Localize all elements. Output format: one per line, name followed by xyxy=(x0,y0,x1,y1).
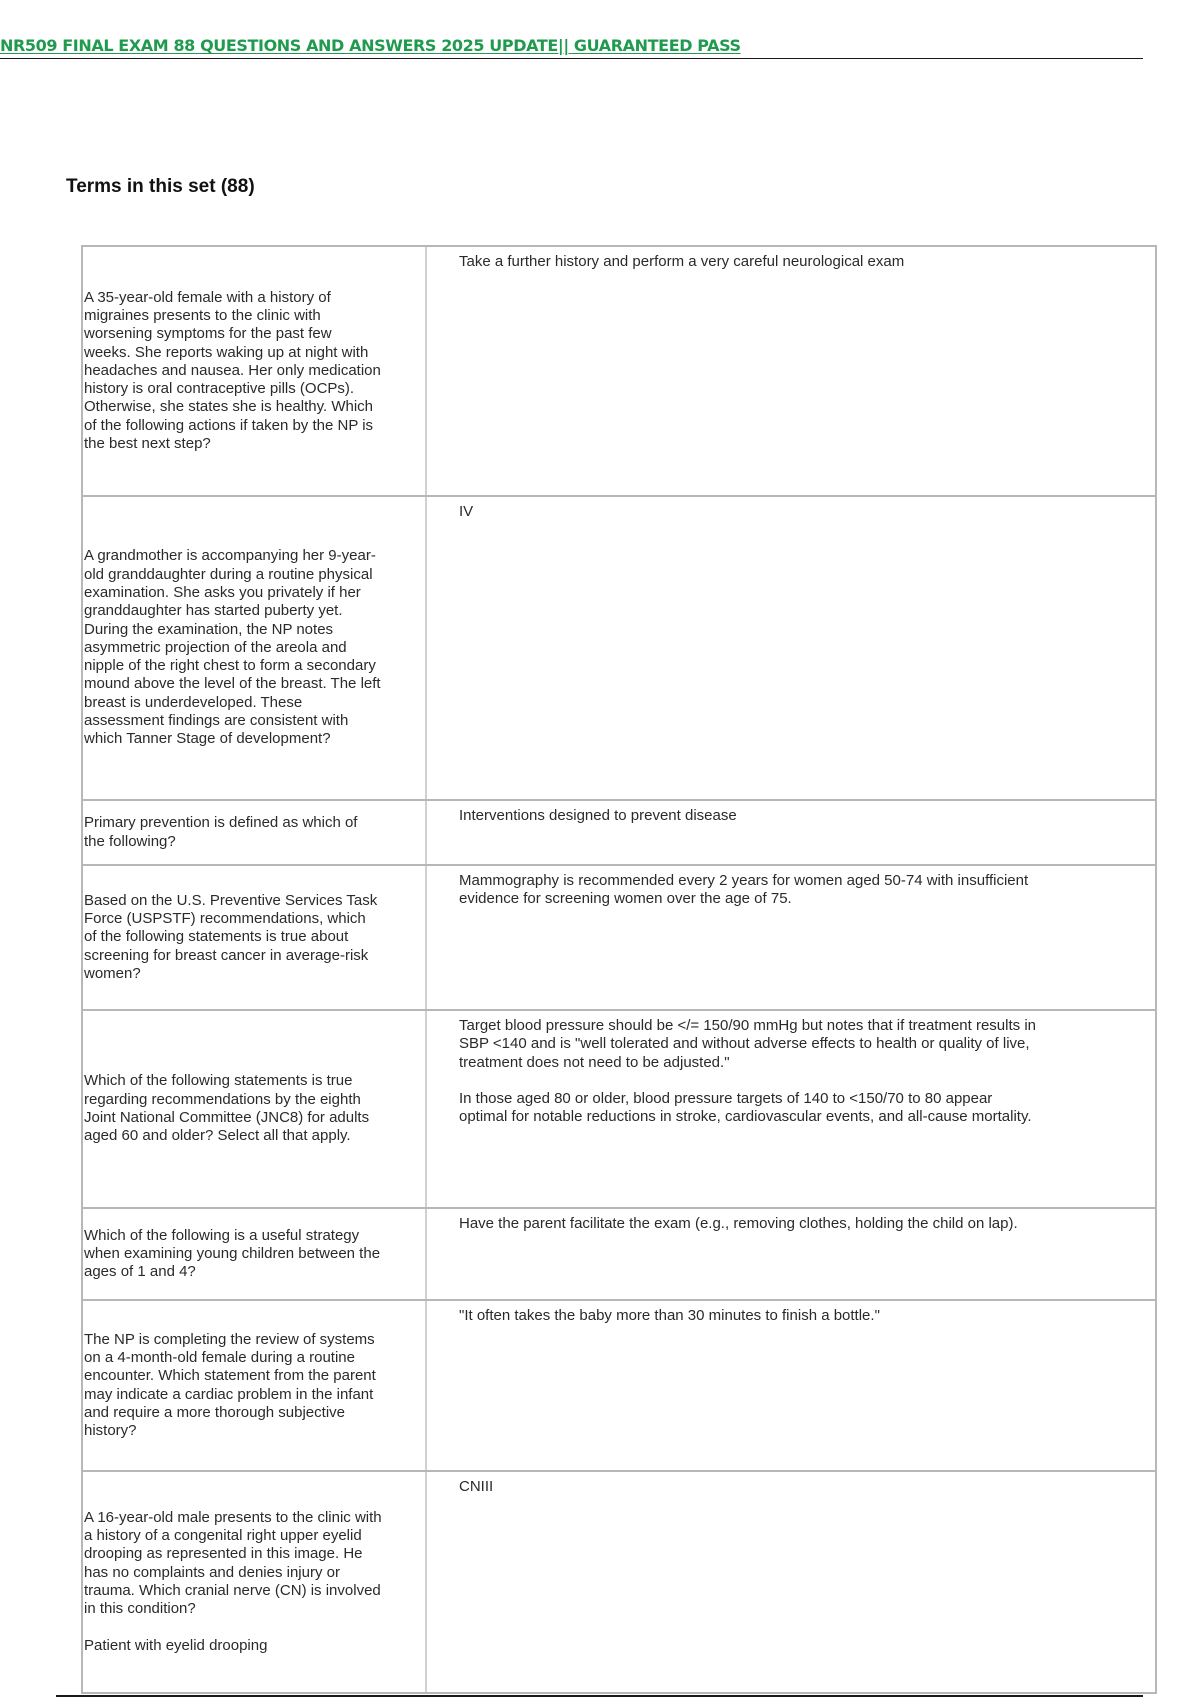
term-question: Which of the following statements is true regarding recommendations by the eighth Joint National Committee (JNC8) for adults aged 60 and older? Select all that apply. xyxy=(84,1072,370,1145)
term-question: Primary prevention is defined as which of the following? xyxy=(84,814,358,850)
term-row xyxy=(83,1301,1155,1472)
term-question: Based on the U.S. Preventive Services Task Force (USPSTF) recommendations, which of the following statements is true about screening for breast cancer in average-risk women? xyxy=(84,891,378,982)
term-cell xyxy=(83,1011,427,1207)
term-cell xyxy=(83,801,427,864)
document-header xyxy=(0,36,1143,59)
footer-rule xyxy=(56,1695,1143,1697)
definition-cell xyxy=(427,801,1155,864)
definition-cell xyxy=(427,1011,1155,1207)
term-cell xyxy=(83,866,427,1009)
term-row xyxy=(83,1472,1155,1692)
term-cell xyxy=(83,497,427,799)
term-row xyxy=(83,1011,1155,1209)
term-cell xyxy=(83,1301,427,1470)
term-cell xyxy=(83,1209,427,1299)
term-row xyxy=(83,1209,1155,1301)
definition-cell xyxy=(427,1301,1155,1470)
term-question: A grandmother is accompanying her 9-year- old granddaughter during a routine physical examination. She asks you privately if her granddaughter has started puberty yet. During the examination, the NP notes asymmetric projection of the areola and nipple of the right chest to form a secondary mound above the level of the breast. The left breast is underdeveloped. These assessment findings are consistent with which Tanner Stage of development? xyxy=(84,547,381,748)
term-question: Which of the following is a useful strategy when examining young children between the ages of 1 and 4? xyxy=(84,1226,381,1281)
term-cell xyxy=(83,247,427,495)
term-cell xyxy=(83,1472,427,1692)
term-answer: Take a further history and perform a very careful neurological exam xyxy=(459,253,905,270)
term-question: The NP is completing the review of systems on a 4-month-old female during a routine encounter. Which statement from the parent may indicate a cardiac problem in the infant and require a more thorough subjective history? xyxy=(84,1330,376,1440)
term-row xyxy=(83,497,1155,801)
term-question: A 35-year-old female with a history of migraines presents to the clinic with worsening symptoms for the past few weeks. She reports waking up at night with headaches and nausea. Her only medication history is oral contraceptive pills (OCPs). Otherwise, she states she is healthy. Which of the following actions if taken by the NP is the best next step? xyxy=(84,288,381,453)
term-row xyxy=(83,801,1155,866)
term-row xyxy=(83,866,1155,1011)
term-answer: Interventions designed to prevent disease xyxy=(459,807,737,824)
definition-cell xyxy=(427,1209,1155,1299)
definition-cell xyxy=(427,497,1155,799)
term-row xyxy=(83,247,1155,497)
definition-cell xyxy=(427,247,1155,495)
term-answer: "It often takes the baby more than 30 minutes to finish a bottle." xyxy=(459,1307,880,1324)
set-heading: Terms in this set (88) xyxy=(66,176,255,197)
terms-table xyxy=(81,245,1157,1694)
term-answer: Have the parent facilitate the exam (e.g., removing clothes, holding the child on lap). xyxy=(459,1215,1018,1232)
document-title: NR509 FINAL EXAM 88 QUESTIONS AND ANSWERS 2025 UPDATE|| GUARANTEED PASS xyxy=(0,36,741,55)
definition-cell xyxy=(427,866,1155,1009)
term-answer: Mammography is recommended every 2 years for women aged 50-74 with insufficient evidence for screening women over the age of 75. xyxy=(459,872,1029,908)
term-answer: IV xyxy=(459,503,474,520)
term-question: A 16-year-old male presents to the clinic with a history of a congenital right upper eyelid drooping as represented in this image. He has no complaints and denies injury or trauma. Which cranial nerve (CN) is involved in this condition? Patient with eyelid drooping xyxy=(84,1508,382,1654)
term-answer: Target blood pressure should be </= 150/90 mmHg but notes that if treatment results in SBP <140 and is "well tolerated and without adverse effects to health or quality of live, treatment does not need to be adjusted." In those aged 80 or older, blood pressure targets of 140 to <150/70 to 80 appear optimal for notable reductions in stroke, cardiovascular events, and all-cause mortality. xyxy=(459,1017,1036,1126)
term-answer: CNIII xyxy=(459,1478,494,1495)
definition-cell xyxy=(427,1472,1155,1692)
